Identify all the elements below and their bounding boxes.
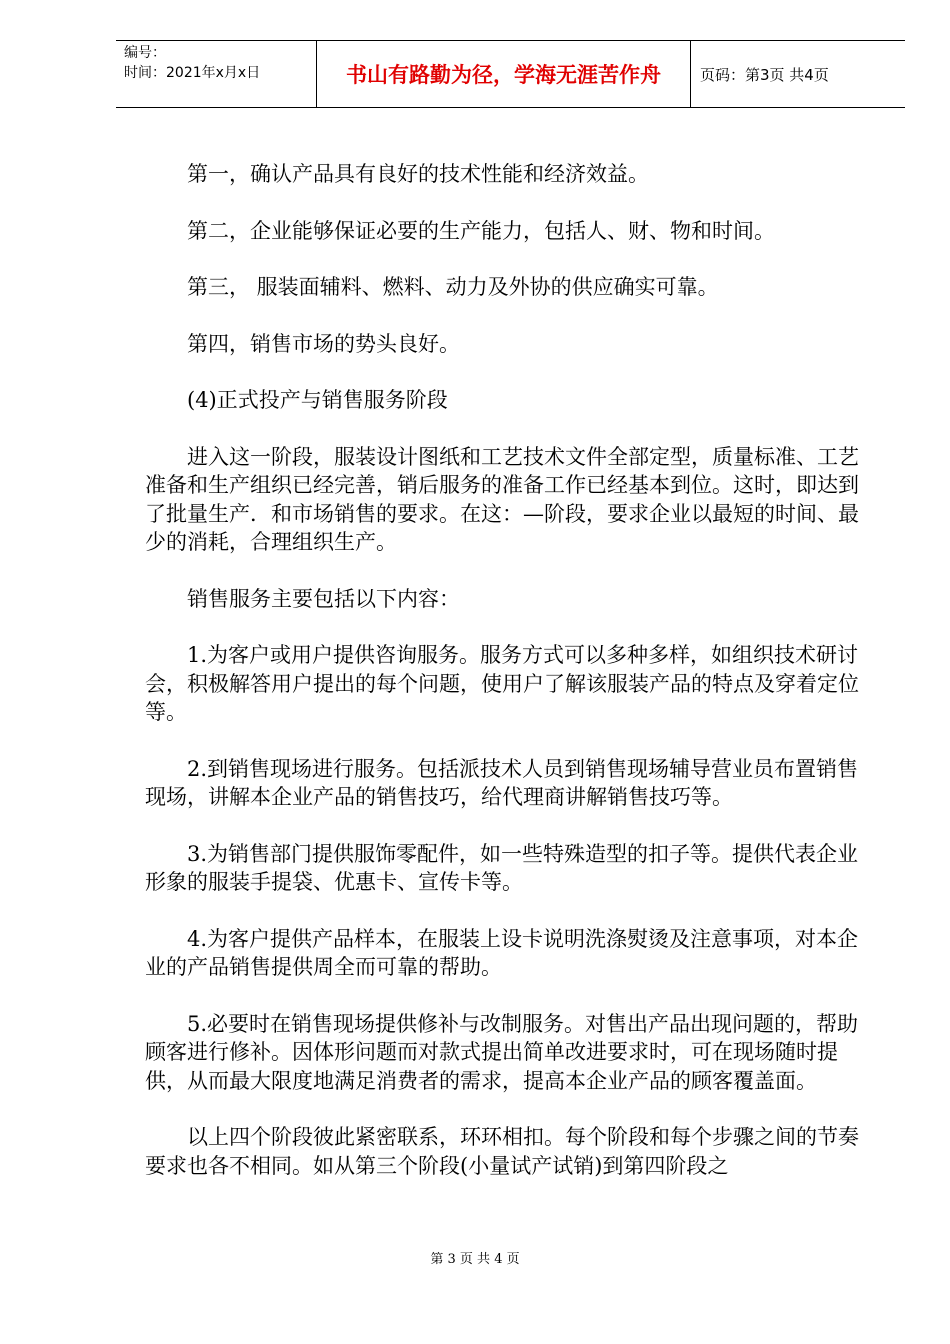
paragraph-3: 第三， 服装面辅料、燃料、动力及外协的供应确实可靠。: [187, 275, 719, 299]
serial-label: 编号：: [124, 45, 166, 61]
page-footer: 第 3 页 共 4 页: [430, 1252, 520, 1267]
list-item-1: 1.为客户或用户提供咨询服务。服务方式可以多种多样，如组织技术研讨会，积极解答用户提出的每个问题，使用户了解该服装产品的特点及穿着定位等。: [145, 643, 859, 724]
paragraph-4: 第四，销售市场的势头良好。: [187, 331, 460, 356]
paragraph-2: 第二，企业能够保证必要的生产能力，包括人、财、物和时间。: [187, 218, 775, 243]
header-motto: 书山有路勤为径，学海无涯苦作舟: [316, 41, 691, 107]
paragraph-6: 进入这一阶段，服装设计图纸和工艺技术文件全部定型，质量标准、工艺准备和生产组织已经完善，销后服务的准备工作已经基本到位。这时，即达到了批量生产．和市场销售的要求。在这：—阶段，要求企业以最短的时间、最少的消耗，合理组织生产。: [145, 444, 859, 554]
paragraph-7: 销售服务主要包括以下内容：: [187, 586, 460, 611]
header-page-info: 页码：第3页 共4页: [700, 65, 829, 84]
paragraph-13: 以上四个阶段彼此紧密联系，环环相扣。每个阶段和每个步骤之间的节奏要求也各不相同。如从第三个阶段(小量试产试销)到第四阶段之: [145, 1125, 859, 1178]
document-body: [145, 160, 865, 1208]
page-header: [116, 40, 905, 108]
list-item-3: 3.为销售部门提供服饰零配件，如一些特殊造型的扣子等。提供代表企业形象的服装手提袋、优惠卡、宣传卡等。: [145, 841, 859, 894]
list-item-5: 5.必要时在销售现场提供修补与改制服务。对售出产品出现问题的，帮助顾客进行修补。因体形问题而对款式提出简单改进要求时，可在现场随时提供，从而最大限度地满足消费者的需求，提高本企业产品的顾客覆盖面。: [145, 1011, 859, 1093]
list-item-4: 4.为客户提供产品样本，在服装上设卡说明洗涤熨烫及注意事项，对本企业的产品销售提供周全而可靠的帮助。: [145, 926, 859, 979]
section-heading: (4)正式投产与销售服务阶段: [187, 388, 448, 412]
list-item-2: 2.到销售现场进行服务。包括派技术人员到销售现场辅导营业员布置销售现场，讲解本企业产品的销售技巧，给代理商讲解销售技巧等。: [145, 756, 859, 809]
header-meta: [116, 41, 316, 107]
time-label: 时间：2021年x月x日: [124, 65, 261, 81]
paragraph-1: 第一，确认产品具有良好的技术性能和经济效益。: [187, 162, 649, 186]
